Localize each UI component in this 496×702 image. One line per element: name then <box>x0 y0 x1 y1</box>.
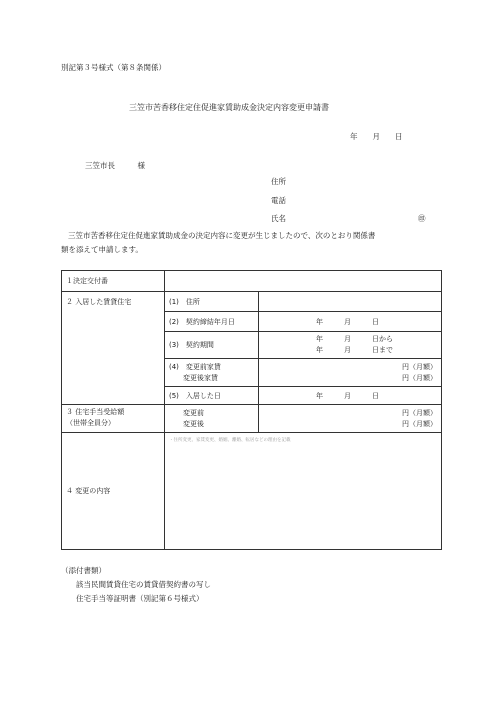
allowance-before-unit: 円（月額） <box>402 408 437 417</box>
seal-mark: ㊞ <box>418 214 426 223</box>
applicant-name-label: 氏名 <box>271 214 286 223</box>
rent-after-label: 変更後家賃 <box>183 373 218 382</box>
rent-values[interactable] <box>259 359 442 387</box>
table-row <box>62 433 442 550</box>
allowance-values[interactable] <box>259 405 442 433</box>
allowance-sublabels <box>165 405 259 433</box>
housing-label: ２ 入居した賃貸住宅 <box>62 292 165 405</box>
application-table <box>61 270 442 550</box>
period-from: 年 月 日から <box>316 335 393 343</box>
intro-line-1: 三笠市苦香移住定住促進家賃助成金の決定内容に変更が生じましたので、次のとおり関係書 <box>68 231 376 240</box>
form-number: 別記第３号様式（第８条関係） <box>61 63 166 72</box>
period-to: 年 月 日まで <box>316 346 393 354</box>
move-in-label: (5) 入居した日 <box>165 387 259 405</box>
attachment-item-1: 該当民間賃貸住宅の賃貸借契約書の写し <box>76 580 211 589</box>
contract-period-value[interactable] <box>259 332 442 359</box>
contract-date-label: (2) 契約締結年月日 <box>165 312 259 332</box>
allowance-after-label: 変更後 <box>183 419 204 428</box>
changes-field[interactable]: ・住所変更、家賃変更、婚姻、離婚、転居などの理由を記載 <box>165 433 442 550</box>
decision-number-label: １決定交付番 <box>62 271 165 292</box>
table-row <box>62 405 442 433</box>
allowance-before-label: 変更前 <box>183 408 204 417</box>
rent-before-label: (4) 変更前家賃 <box>169 362 221 371</box>
decision-number-field[interactable] <box>165 271 442 292</box>
housing-address-field[interactable] <box>259 292 442 312</box>
rent-labels <box>165 359 259 387</box>
document-title: 三笠市苦香移住定住促進家賃助成金決定内容変更申請書 <box>129 103 329 112</box>
allowance-label-line2: （世帯全員分） <box>66 419 115 427</box>
attachments-heading: （添付書類） <box>61 566 106 575</box>
applicant-address-label: 住所 <box>271 177 286 186</box>
rent-after-unit: 円（月額） <box>402 373 437 382</box>
allowance-after-unit: 円（月額） <box>402 419 437 428</box>
date-line: 年 月 日 <box>350 132 403 141</box>
attachment-item-2: 住宅手当等証明書（別記第６号様式） <box>76 594 204 603</box>
contract-period-label: (3) 契約期間 <box>165 332 259 359</box>
allowance-label <box>62 405 165 433</box>
move-in-value[interactable]: 年 月 日 <box>259 387 442 405</box>
rent-before-unit: 円（月額） <box>402 362 437 371</box>
allowance-label-line1: ３ 住宅手当受給額 <box>66 408 125 416</box>
addressee: 三笠市長 様 <box>85 161 145 170</box>
changes-label: ４ 変更の内容 <box>62 433 165 550</box>
contract-date-value[interactable]: 年 月 日 <box>259 312 442 332</box>
intro-line-2: 類を添えて申請します。 <box>61 245 143 254</box>
applicant-phone-label: 電話 <box>271 196 286 205</box>
housing-address-label: (1) 住所 <box>165 292 259 312</box>
table-row <box>62 292 442 312</box>
table-row <box>62 271 442 292</box>
